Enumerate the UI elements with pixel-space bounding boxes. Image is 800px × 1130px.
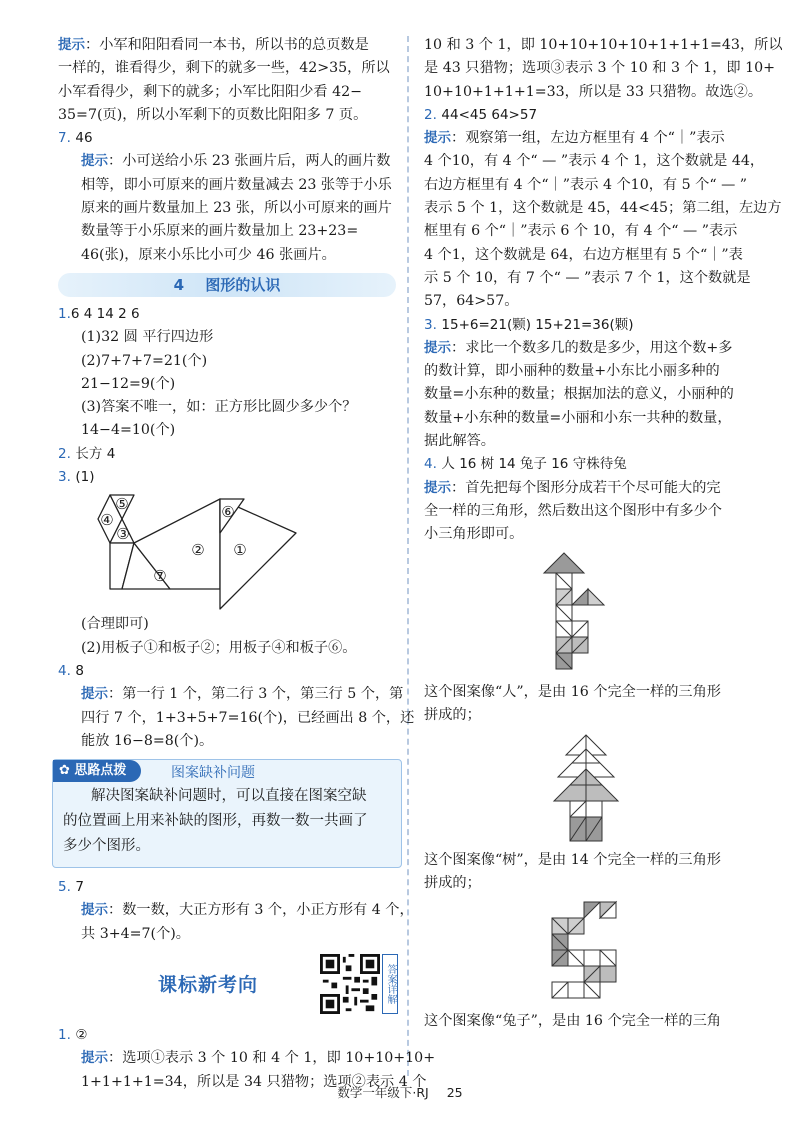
r3-line [424,314,746,337]
s3-part2: (2)用板子①和板子②；用板子④和板子⑥。 [81,639,357,656]
r2-hint-line: 框里有 6 个“｜”表示 6 个 10，有 4 个“ — ”表示 [424,223,738,240]
s1-number: 1. [58,305,71,322]
tangram-label-7: ⑦ [153,567,167,586]
r2-hint-line: 右边方框里有 4 个“｜”表示 4 个10，有 5 个“ — ” [424,176,748,193]
s3-number: 3. [58,469,71,486]
r4-hint-line: 小三角形即可。 [424,526,524,543]
bulb-icon: ✿ [59,763,75,779]
s5-line [58,876,396,899]
q7-hint-line: 相等，即小可原来的画片数量减去 23 张等于小乐 [81,176,392,193]
hint-text: ：选项①表示 3 个 10 和 4 个 1，即 10+10+10+ [108,1050,436,1067]
s2-number: 2. [58,445,71,462]
q7-hint-line [81,150,396,173]
s1-answer-line [58,303,396,326]
section-header [58,273,396,297]
section-number: 4 [173,275,185,294]
hint-text: ：观察第一组，左边方框里有 4 个“｜”表示 [451,130,725,147]
tip-box-tag-label: 思路点拨 [74,763,127,779]
s5-number: 5. [58,879,71,896]
r2-hint-line: 4 个1，这个数就是 64，右边方框里有 5 个“｜”表 [424,246,743,263]
s2-answer: 长方 4 [75,445,116,462]
k1-line [58,1024,396,1047]
s4-hint-line: 四行 7 个，1+3+5+7=16(个)，已经画出 8 个，还 [81,709,415,726]
r4-answer: 人 16 树 14 兔子 16 守株待兔 [441,456,627,473]
r2-line [424,104,746,127]
r2-number: 2. [424,106,437,123]
page-number: 25 [446,1085,463,1100]
s3-line [58,466,396,489]
tree-caption-line: 拼成的； [424,875,481,892]
tree-caption [424,849,746,896]
s4-number: 4. [58,662,71,679]
hint-label: 提示 [424,339,451,356]
tangram-label-4: ④ [100,511,114,530]
rabbit-caption-line: 这个图案像“兔子”，是由 16 个完全一样的三角 [424,1012,721,1029]
q7-hint-line: 46(张)，原来小乐比小可少 46 张画片。 [81,246,336,263]
hint-text: ：小可送给小乐 23 张画片后，两人的画片数 [108,153,391,170]
person-caption [424,681,746,728]
s2-line [58,443,396,466]
s1-answer: 6 4 14 2 6 [70,305,140,322]
hint-label: 提示 [424,130,451,147]
k1-hint-line [81,1047,436,1070]
tangram-label-3: ③ [116,525,130,544]
r3-hint [424,337,746,453]
s5-hint [58,899,414,946]
person-caption-line: 拼成的； [424,706,481,723]
s1-answer-line: 21−12=9(个) [81,375,176,392]
q7-hint-line: 数量等于小乐原来的画片数量加上 23+23= [81,223,359,240]
r2-hint-line: 示 5 个 10，有 7 个“ — ”表示 7 个 1，这个数就是 [424,269,751,286]
r2-hint-line: 表示 5 个 1，这个数就是 45，44<45；第二组，左边方 [424,200,782,217]
hint-text: ：数一数，大正方形有 3 个，小正方形有 4 个， [108,902,414,919]
hint-label: 提示 [81,686,108,703]
k1-hint-continued-line: 10+10+1+1+1=33，所以是 33 只猎物。故选②。 [424,83,763,100]
r3-hint-line: 数量+小东种的数量=小丽和小东一共种的数量， [424,409,732,426]
r4-line [424,453,746,476]
q7-answer-line [58,127,396,150]
q6-hint-line: 35=7(页)，所以小军剩下的页数比阳阳多 7 页。 [58,106,368,123]
r3-answer: 15+6=21(颗) 15+21=36(颗) [441,316,634,333]
tip-box-line: 解决图案缺补问题时，可以直接在图案空缺 [91,788,367,805]
column-divider [407,36,409,1076]
k1-hint-line: 1+1+1+1=34，所以是 34 只猎物；选项②表示 4 个 [81,1073,427,1090]
page-footer [0,1083,800,1101]
r3-hint-line: 据此解答。 [424,433,495,450]
s4-line [58,660,396,683]
q6-hint-line: 小军看得少，剩下的就多；小军比阳阳少看 42− [58,83,363,100]
tree-triangle-figure [424,731,746,849]
s1-answer-line: (1)32 圆 平行四边形 [81,329,214,346]
hint-text: ：小军和阳阳看同一本书，所以书的总页数是 [85,37,369,53]
new-standard-banner [58,954,396,1024]
footer-subject: 数学一年级下·RJ [337,1085,429,1100]
r2-answer: 44<45 64>57 [441,106,538,123]
r3-hint-line: 的数计算，即小丽种的数量+小东比小丽多种的 [424,363,720,380]
s5-hint-line [81,899,414,922]
hint-label: 提示 [81,902,108,919]
q6-hint-line: 一样的，谁看得少，剩下的就多一些，42>35，所以 [58,60,390,77]
hint-label: 提示 [424,479,451,496]
tip-box-line: 的位置画上用来补缺的图形，再数一数一共画了 [63,813,368,830]
r2-hint-line: 57，64>57。 [424,293,519,310]
s1-answers [58,303,396,443]
tangram-label-5: ⑤ [115,495,129,514]
q7-number: 7. [58,130,71,147]
hint-label: 提示 [58,37,85,53]
r3-hint-line: 数量=小东种的数量；根据加法的意义，小丽种的 [424,386,734,403]
q6-hint [58,34,396,127]
tangram-figure [80,489,320,613]
k1-number: 1. [58,1027,71,1044]
tip-box-header [53,760,401,784]
r4-hint-line: 全一样的三角形，然后数出这个图形中有多少个 [424,502,722,519]
s4-answer: 8 [75,662,84,679]
right-column [424,34,783,1033]
tip-box-body [53,784,401,859]
tangram-label-6: ⑥ [221,503,235,522]
hint-text: ：首先把每个图形分成若干个尽可能大的完 [451,479,721,496]
r2-hint-line: 4 个10，有 4 个“ — ”表示 4 个 1，这个数就是 44， [424,153,765,170]
tree-caption-line: 这个图案像“树”，是由 14 个完全一样的三角形 [424,852,721,869]
section-title: 图形的认识 [205,275,281,294]
thinking-tip-box [52,759,402,868]
r4-hint-line [424,477,746,500]
hint-text: ：求比一个数多几的数是多少，用这个数+多 [451,339,733,356]
new-standard-title: 课标新考向 [158,974,259,997]
person-triangle-figure [424,547,746,681]
k1-hint-continued-line: 是 43 只猎物；选项③表示 3 个 10 和 3 个 1，即 10+ [424,60,776,77]
r2-hint-line [424,127,746,150]
s3-label: (1) [75,469,95,486]
s1-answer-line: 14−4=10(个) [81,422,176,439]
tangram-label-1: ① [233,541,247,560]
s4-hint [58,683,415,753]
tip-box-title: 图案缺补问题 [171,765,255,782]
hint-label: 提示 [81,1050,108,1067]
hint-label: 提示 [81,153,108,170]
s4-hint-line [81,683,404,706]
q7-hint-line: 原来的画片数量加上 23 张，所以小可原来的画片 [81,200,392,217]
qr-code-icon[interactable] [320,954,380,1014]
s1-answer-line: (3)答案不唯一，如：正方形比圆少多少个？ [81,399,357,416]
r3-number: 3. [424,316,437,333]
k1-hint-continued-line: 10 和 3 个 1，即 10+10+10+10+1+1+1=43，所以 [424,37,783,53]
s3-note: (合理即可) [81,616,149,633]
person-caption-line: 这个图案像“人”，是由 16 个完全一样的三角形 [424,683,721,700]
s4-hint-line: 能放 16−8=8(个)。 [81,732,214,749]
rabbit-caption [424,1010,746,1033]
r4-number: 4. [424,456,437,473]
s1-answer-line: (2)7+7+7=21(个) [81,352,208,369]
rabbit-triangle-figure [424,896,746,1010]
k1-answer: ② [75,1027,88,1044]
hint-text: ：第一行 1 个，第二行 3 个，第三行 5 个，第 [108,686,404,703]
tangram-label-2: ② [191,541,205,560]
q7-answer: 46 [75,130,93,147]
r2-hint [424,127,782,313]
r4-hint [424,477,746,547]
r3-hint-line [424,337,746,360]
answer-explain-tag[interactable]: 答案详解 [382,954,398,1014]
q6-hint-line [58,34,396,57]
tip-box-tag [53,760,141,782]
s5-hint-line: 共 3+4=7(个)。 [81,925,190,942]
tip-box-line: 多少个图形。 [63,838,150,855]
s5-answer: 7 [75,879,84,896]
q7-hint [58,150,396,266]
k1-hint-continued [424,34,783,104]
